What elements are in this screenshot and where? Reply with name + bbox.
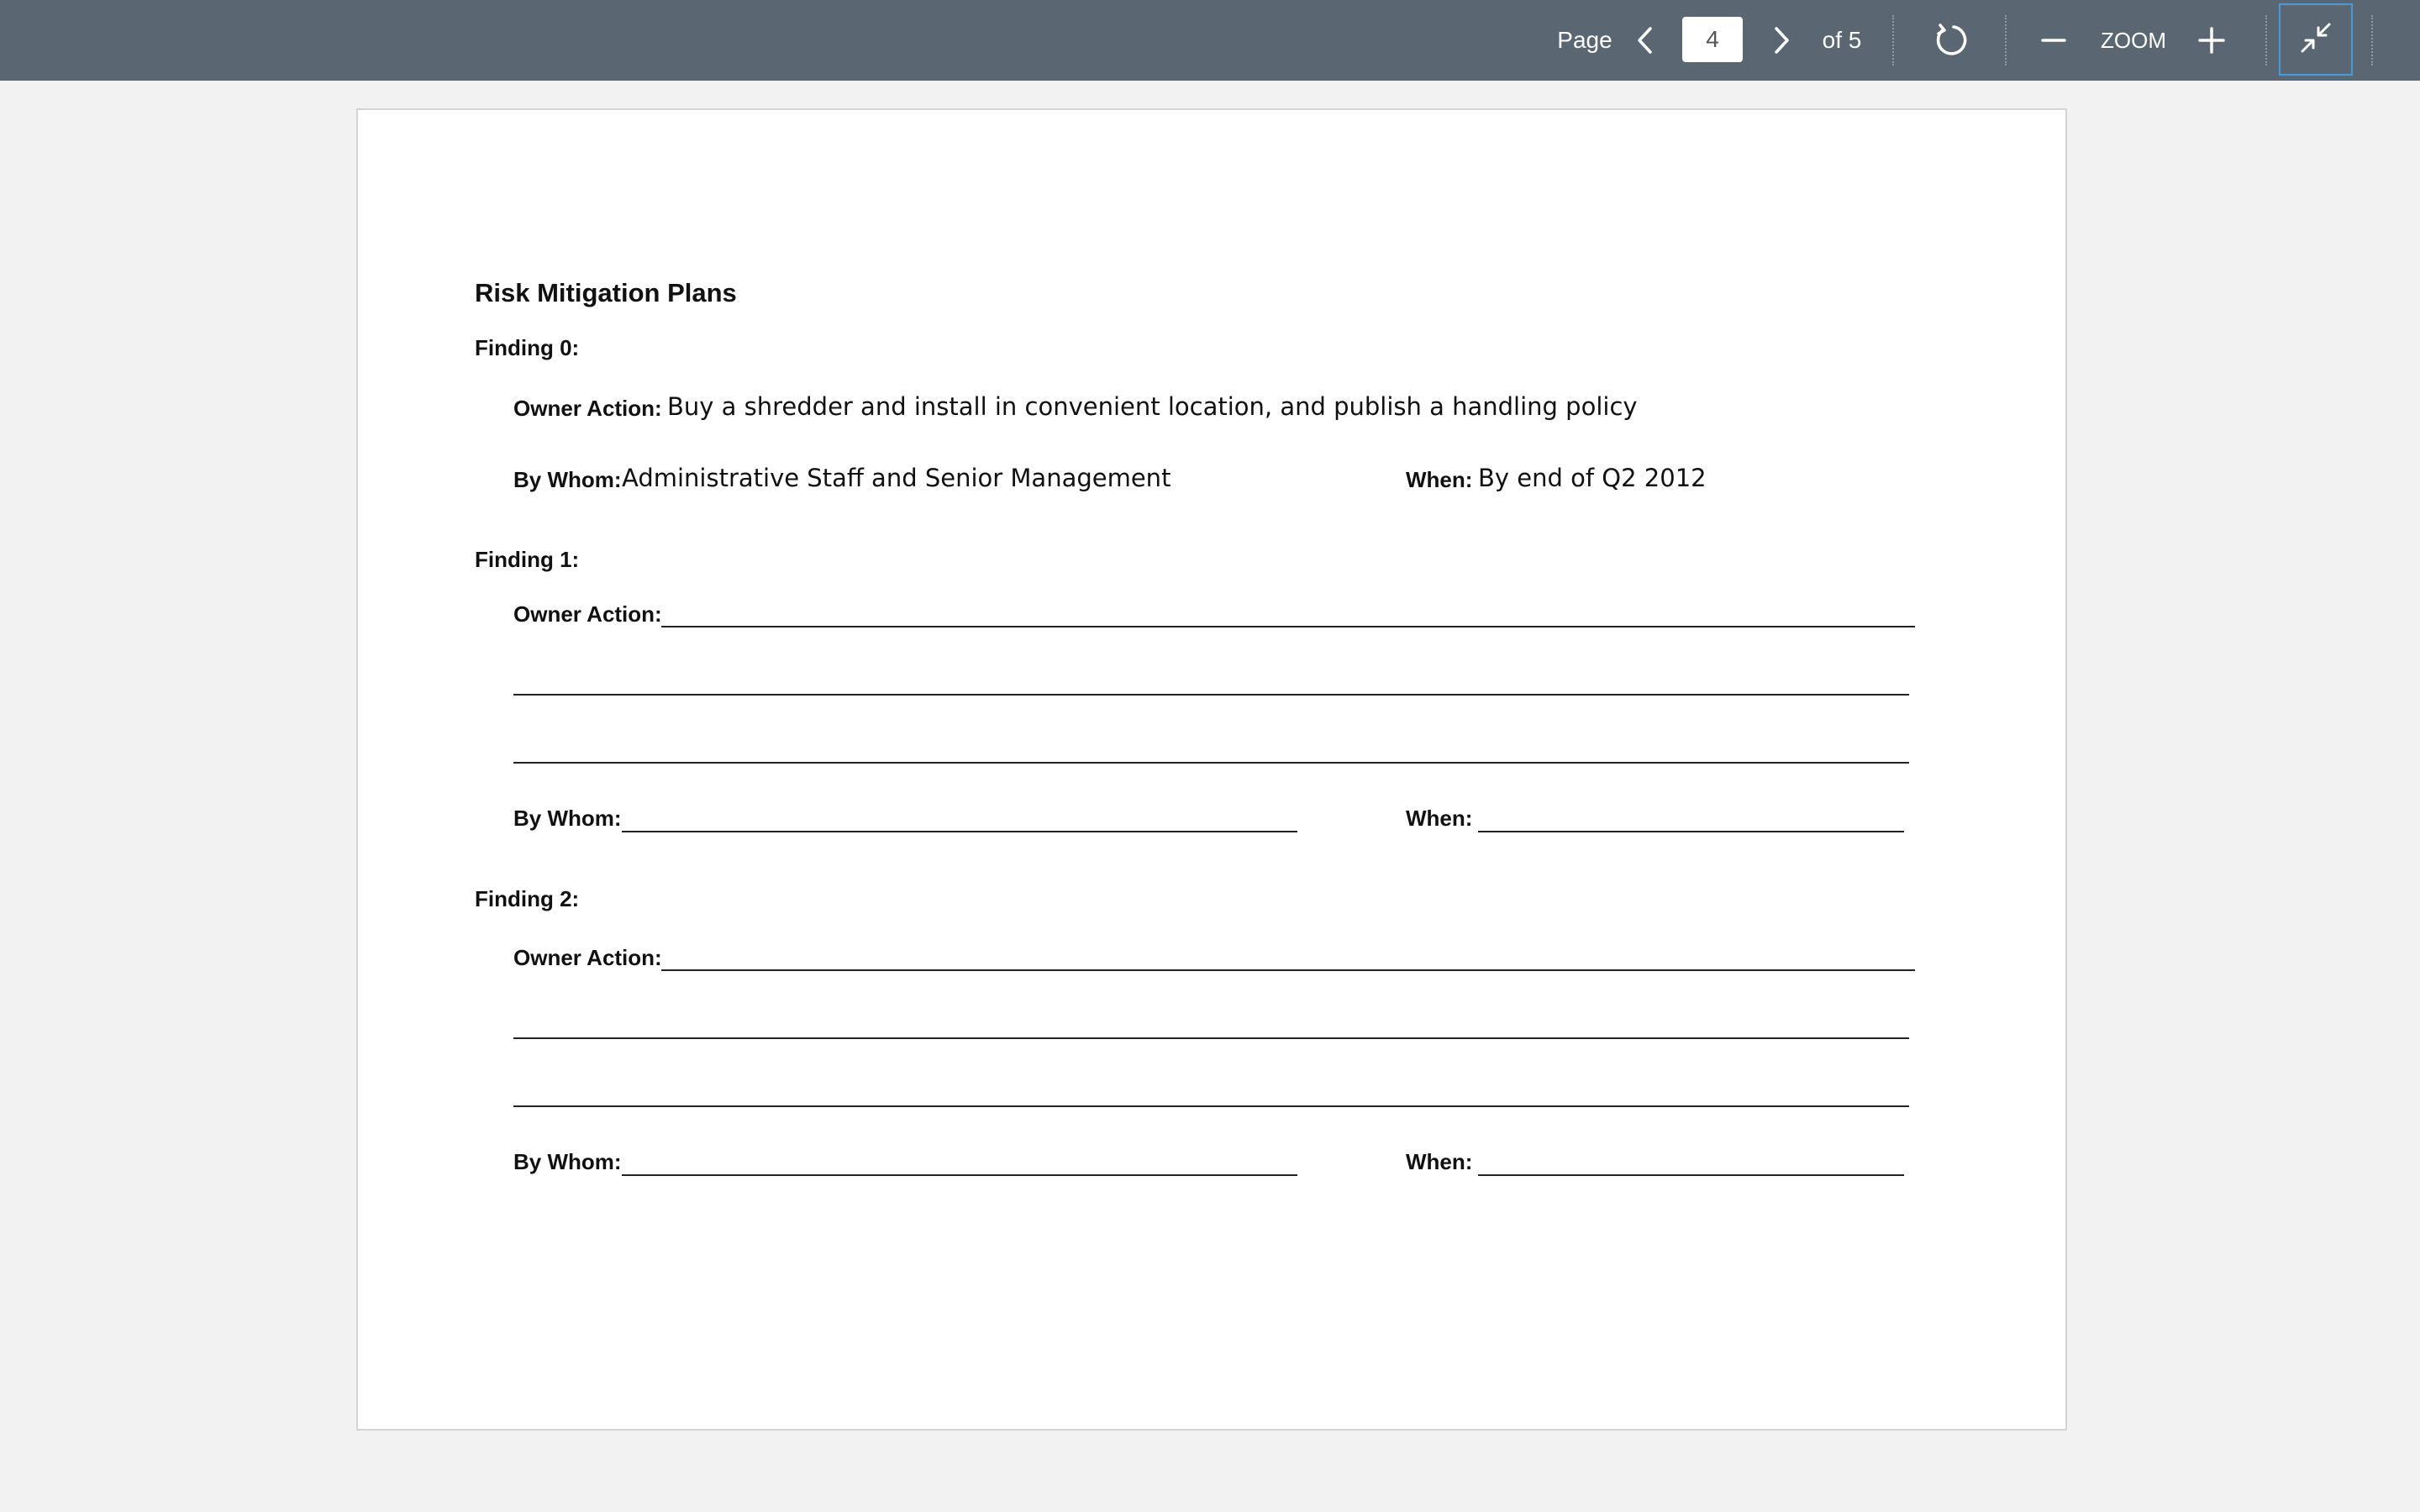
owner-action-label: Owner Action:	[513, 396, 662, 421]
finding-heading: Finding 2:	[475, 886, 580, 911]
by-whom-label: By Whom:	[513, 806, 622, 831]
page-label: Page	[1557, 27, 1612, 53]
page-number-input[interactable]	[1682, 17, 1743, 62]
owner-action-line	[661, 969, 1915, 971]
owner-action-value: Buy a shredder and install in convenient location, and publish a handling policy	[667, 392, 1638, 421]
when-label: When:	[1406, 1149, 1473, 1174]
page-total: of 5	[1822, 27, 1862, 53]
toolbar-divider	[1892, 15, 1894, 66]
chevron-left-icon[interactable]	[1627, 0, 1664, 81]
owner-action-line	[513, 1037, 1909, 1039]
by-whom-line	[622, 1174, 1297, 1176]
owner-action-line	[513, 762, 1909, 764]
toolbar-divider	[2265, 15, 2267, 66]
finding-heading: Finding 1:	[475, 547, 580, 572]
exit-fullscreen-button[interactable]	[2279, 3, 2353, 76]
document-title: Risk Mitigation Plans	[475, 278, 737, 307]
rotate-icon[interactable]	[1929, 0, 1973, 81]
finding-heading: Finding 0:	[475, 335, 580, 360]
owner-action-label: Owner Action:	[513, 945, 662, 970]
document-page	[356, 108, 2067, 1431]
when-line	[1478, 1174, 1904, 1176]
by-whom-label: By Whom:	[513, 1149, 622, 1174]
toolbar-divider	[2371, 15, 2373, 66]
when-label: When:	[1406, 467, 1473, 492]
owner-action-line	[513, 1105, 1909, 1107]
owner-action-line	[513, 694, 1909, 696]
when-value: By end of Q2 2012	[1478, 464, 1707, 492]
plus-icon[interactable]	[2195, 0, 2228, 81]
by-whom-value: Administrative Staff and Senior Management	[622, 464, 1171, 492]
owner-action-label: Owner Action:	[513, 601, 662, 627]
toolbar-divider	[2005, 15, 2007, 66]
minus-icon[interactable]	[2037, 0, 2070, 81]
when-label: When:	[1406, 806, 1473, 831]
by-whom-label: By Whom:	[513, 467, 622, 492]
by-whom-line	[622, 831, 1297, 832]
when-line	[1478, 831, 1904, 832]
viewer-toolbar	[0, 0, 2420, 81]
owner-action-line	[661, 626, 1915, 627]
zoom-label: ZOOM	[2101, 27, 2166, 53]
chevron-right-icon[interactable]	[1763, 0, 1800, 81]
collapse-arrows-icon	[2299, 21, 2333, 59]
